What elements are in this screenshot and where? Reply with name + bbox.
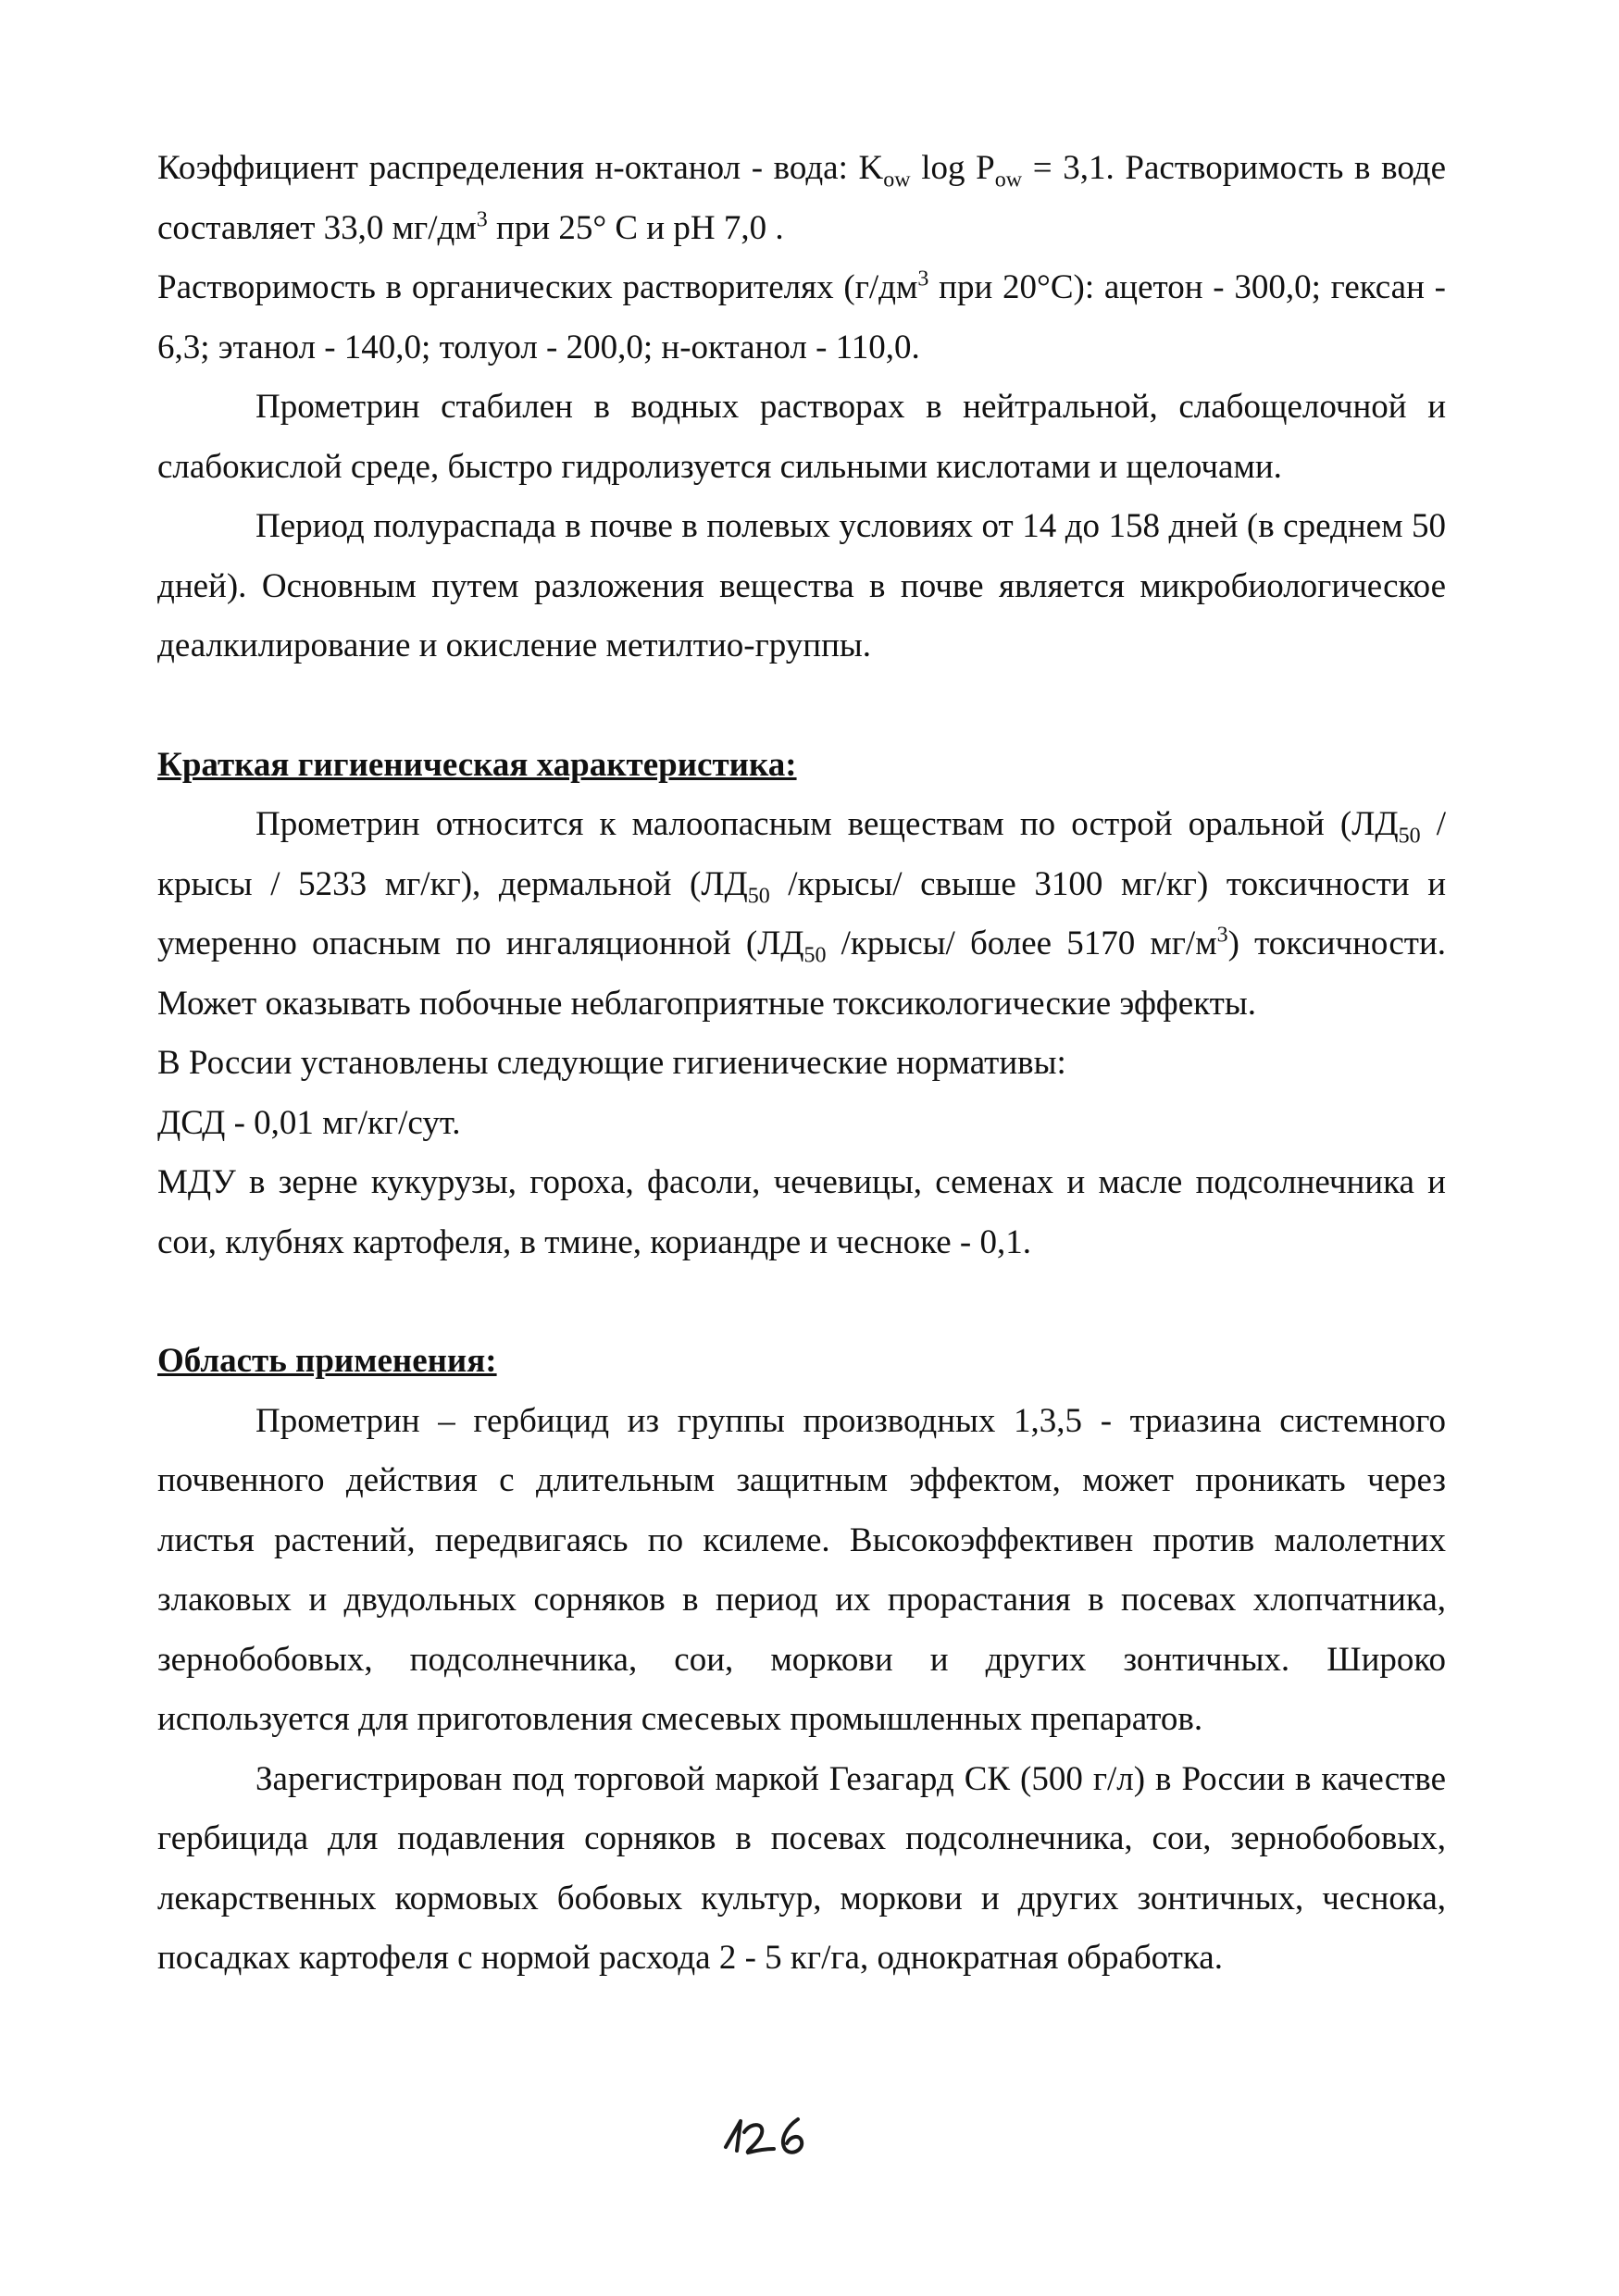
half-life-paragraph: Период полураспада в почве в полевых условиях от 14 до 158 дней (в среднем 50 дней). Основным путем разложения вещества в почве является микробиологическое деалкилирование и окисление метилтио-группы. [157, 507, 1446, 664]
hygiene-heading: Краткая гигиеническая характеристика: [157, 745, 797, 784]
toxicity-paragraph: Прометрин относится к малоопасным веществам по острой оральной ($ЛД_{50}$ /крысы / 5233 мг/кг), дермальной ($ЛД_{50}$ /крысы/ свыше 3100 мг/кг) токсичности и умеренно опасным по ингаляционной ($ЛД_{50}$ /крысы/ более 5170 $мг/м^3$) токсичности. Может оказывать побочные неблагоприятные токсикологические эффекты. [157, 805, 1446, 1023]
stability-paragraph: Прометрин стабилен в водных растворах в нейтральной, слабощелочной и слабокислой среде, быстро гидролизуется сильными кислотами и щелочами. [157, 388, 1446, 486]
handwritten-page-number [713, 2108, 842, 2164]
application-paragraph-1: Прометрин – гербицид из группы производных 1,3,5 - триазина системного почвенного действия с длительным защитным эффектом, может проникать через листья растений, передвигаясь по ксилеме. Высокоэффективен против малолетних злаковых и двудольных сорняков в период их прорастания в посевах хлопчатника, зернобобовых, подсолнечника, сои, моркови и других зонтичных. Широко используется для приготовления смесевых промышленных препаратов. [157, 1401, 1446, 1738]
norms-intro: В России установлены следующие гигиенические нормативы: [157, 1044, 1066, 1082]
document-body [157, 139, 1446, 1989]
partition-coefficient-paragraph: Коэффициент распределения н-октанол - вода: $K_{ow}$ $\log P_{ow} = 3,1$. Растворимость в воде составляет 33,0 $мг/дм^3$ при 25° С и pH 7,0 . [157, 149, 1447, 247]
dsd-norm: ДСД - 0,01 мг/кг/сут. [157, 1103, 461, 1142]
application-heading: Область применения: [157, 1342, 497, 1380]
solvent-solubility-paragraph: Растворимость в органических растворителях ($г/дм^3$ при 20°С): ацетон - 300,0; гексан - 6,3; этанол - 140,0; толуол - 200,0; н-октанол - 110,0. [157, 267, 1446, 366]
application-paragraph-2: Зарегистрирован под торговой маркой Гезагард СК (500 г/л) в России в качестве гербицида для подавления сорняков в посевах подсолнечника, сои, зернобобовых, лекарственных кормовых бобовых культур, моркови и других зонтичных, чеснока, посадках картофеля с нормой расхода 2 - 5 кг/га, однократная обработка. [157, 1759, 1446, 1977]
mdu-norm: МДУ в зерне кукурузы, гороха, фасоли, чечевицы, семенах и масле подсолнечника и сои, клубнях картофеля, в тмине, кориандре и чесноке - 0,1. [157, 1163, 1446, 1261]
